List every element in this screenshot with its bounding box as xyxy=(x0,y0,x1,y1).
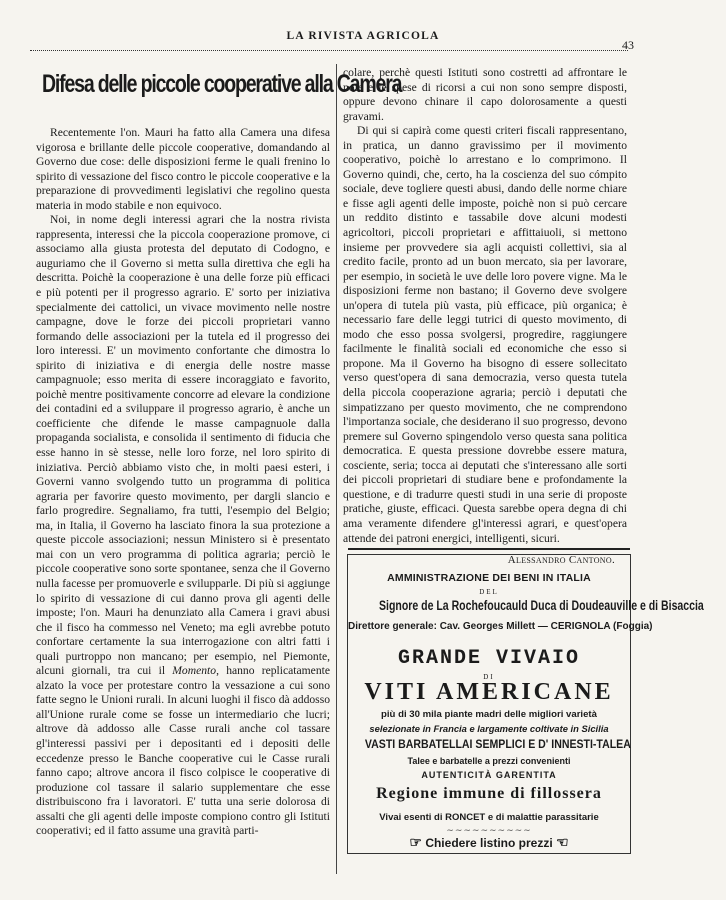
pointing-hand-right-icon: ☞ xyxy=(409,834,422,850)
ad-grande-vivaio: GRANDE VIVAIO xyxy=(397,647,581,670)
article-paragraph-4: Di qui si capirà come questi criteri fiscali rappresentano, in pratica, un danno gravissimo per il movimento cooperativo, poichè lo arrestano e lo comprimono. Il Governo quindi, che, certo, ha la coscienza del suo cómpito sociale, deve togliere questi abusi, dando delle norme chiare e fisse agli agenti delle imposte, poichè non si può cercare un reddito distinto e tassabile dove alcuni modesti agricoltori, piccoli proprietari e affittaiuoli, si mettono insieme per provvedere sia agli acquisti collettivi, sia al credito facile, pronto ad un buon mercato, sia per lavorare, per esempio, in società le uve delle loro povere vigne. Ma le disposizioni ferme non bastano; il Governo deve svolgere un'opera di tutela più vasta, più efficace, più organica; è necessario fare delle leggi tutrici di questo movimento, di modo che esso possa svolgersi, progredire, raggiungere facilmente le finalità sociali ed economiche che esso si propone. Ma il Governo ha bisogno di essere sollecitato verso quest'opera di sana democrazia, verso questa tutela della piccola cooperazione agraria; perciò i deputati che simpatizzano per questo movimento, che ne comprendono l'importanza sociale, che desiderano il suo progresso, devono premere sul Governo spingendolo verso questa sana politica democratica. E questa pressione dovrebbe essere matura, cosciente, seria; tocca ai deputati che s'interessano alle sorti dei piccoli proprietari di studiare bene e profondamente la questione, e di tradurre questi studi in una serie di proposte pratiche, giuste, efficaci. Questa sarebbe opera degna di chi ama veramente difendere gl'interessi agrari, e quest'opera attende dei patroni energici, intelligenti, sicuri. xyxy=(343,124,627,545)
newspaper-name-italic: Momento xyxy=(172,664,217,678)
journal-title: LA RIVISTA AGRICOLA xyxy=(286,30,440,42)
pointing-hand-left-icon: ☜ xyxy=(556,834,569,850)
article-paragraph-2: Noi, in nome degli interessi agrari che la nostra rivista rappresenta, interessi che la piccola cooperazione promove, ci associamo alla giusta protesta del deputato di Codogno, e auguriamo che il Governo si metta sulla direttiva che egli ha descritta. Poichè la cooperazione è una delle forze più efficaci e più potenti per il progresso agrario. E' sorto per iniziativa specialmente dei cattolici, un vivace movimento nelle nostre campagne, dove le forze dei piccoli proprietari vanno formando delle associazioni per la tutela ed il progresso dei loro interessi. E' un movimento confortante che dimostra lo spirito di iniziativa e di energia delle nostre masse campagnuole; esso merita di essere incoraggiato e favorito, poichè mentre positivamente concorre ad elevare la condizione dei contadini ed a sviluppare il progresso agrario, è anche un coefficiente che difende le masse campagnuole dalla propaganda socialista, e consolida il sentimento di fiducia che esse hanno in sè stesse, nelle loro forze, nel loro spirito di iniziativa. Perciò abbiamo visto che, in molti paesi esteri, i Governi vanno svolgendo tutto un programma di politica agraria per favorire questo movimento, per dargli slancio e farlo progredire. Segnaliamo, fra tutti, l'esempio del Belgio; ma, in Italia, il Governo ha lasciato finora la sua protezione a queste piccole associazioni; nessun Ministero si è presentato mai con un vero programma di politica agraria; perciò le piccole cooperative sono sorte spontanee, senza che il Governo nulla facesse per promuoverle e svilupparle. Di più si aggiunge lo spirito di vessazione di cui danno prova gli agenti delle imposte; l'on. Mauri ha denunziato alla Camera i gravi abusi che il fisco ha commesso nel Veneto; ma egli avrebbe potuto confortare certamente la sua interrogazione con altri fatti i quali purtroppo non mancano; per esempio, nel Piemonte, alcuni giornali, tra cui il Momento, hanno replicatamente alzato la voce per protestare contro la vessazione a cui sono fatte segno le Unioni rurali. In alcuni luoghi il fisco dà addosso all'Unione rurale come se fosse un intermediario che lucri; altrove dà addosso alle Casse rurali anche col tassare gl'interessi passivi per i depositanti ed i depositi delle eccedenze presso le Banche cooperative cui le Casse rurali fanno capo; altrove ancora il fisco colpisce le cooperative di produzione col tassare il salario supplementare che esse distribuiscono fra i lavoratori. E' tutta una serie dolorosa di assalti che gli agenti delle imposte compiono contro gli Istituti cooperativi; ed il fatto assume una gravità parti- xyxy=(36,213,330,838)
ad-regione: Regione immune di fillossera xyxy=(376,785,602,802)
ad-owner: Signore de La Rochefoucauld Duca di Doudeauville e di Bisaccia xyxy=(379,598,704,613)
page-number: 43 xyxy=(622,38,634,52)
ad-talee: Talee e barbatelle a prezzi convenienti xyxy=(407,756,571,766)
ad-del: DEL xyxy=(479,588,499,596)
header-dotted-rule xyxy=(30,50,628,51)
article-paragraph-1: Recentemente l'on. Mauri ha fatto alla Camera una difesa vigorosa e brillante delle piccole cooperative, domandando al Governo due cose: delle disposizioni ferme le quali frenino lo spirito di vessazione del fisco contro le piccole cooperative e la preparazione di provvedimenti legislativi che regolino questa materia in modo stabile e non equivoco. xyxy=(36,126,330,212)
left-column xyxy=(36,66,402,839)
article-paragraph-3: colare, perchè questi Istituti sono costretti ad affrontare le noie e le spese di ricorsi a cui non sono sempre disposti, oppure devono chinare il capo dolorosamente a questi gravami. xyxy=(343,66,627,123)
advertisement-box xyxy=(347,554,704,854)
ad-vivai: Vivai esenti di RONCET e di malattie parassitarie xyxy=(379,812,599,823)
right-column xyxy=(343,66,627,570)
ad-administration: AMMINISTRAZIONE DEI BENI IN ITALIA xyxy=(387,572,591,584)
ad-top-rule xyxy=(348,548,630,550)
column-divider xyxy=(336,64,337,874)
ad-chiedere: Chiedere listino prezzi xyxy=(425,836,553,850)
ad-selected: selezionate in Francia e largamente coltivate in Sicilia xyxy=(369,723,609,734)
article-title: Difesa delle piccole cooperative alla Camera xyxy=(42,70,402,98)
ad-director: Direttore generale: Cav. Georges Millett — CERIGNOLA (Foggia) xyxy=(348,621,653,632)
ad-viti-americane: VITI AMERICANE xyxy=(364,679,614,705)
ad-vasti: VASTI BARBATELLAI SEMPLICI E D' INNESTI-TALEA xyxy=(364,737,631,751)
ad-autenticita: AUTENTICITÀ GARENTITA xyxy=(421,770,557,780)
ad-ornament: ∼∼∼∼∼∼∼∼∼∼ xyxy=(446,825,532,835)
article-signature: Alessandro Cantono. xyxy=(507,554,615,567)
ad-di: DI xyxy=(483,673,495,681)
ad-chiedere-row xyxy=(348,834,630,851)
ad-varieties: più di 30 mila piante madri delle migliori varietà xyxy=(381,709,597,720)
